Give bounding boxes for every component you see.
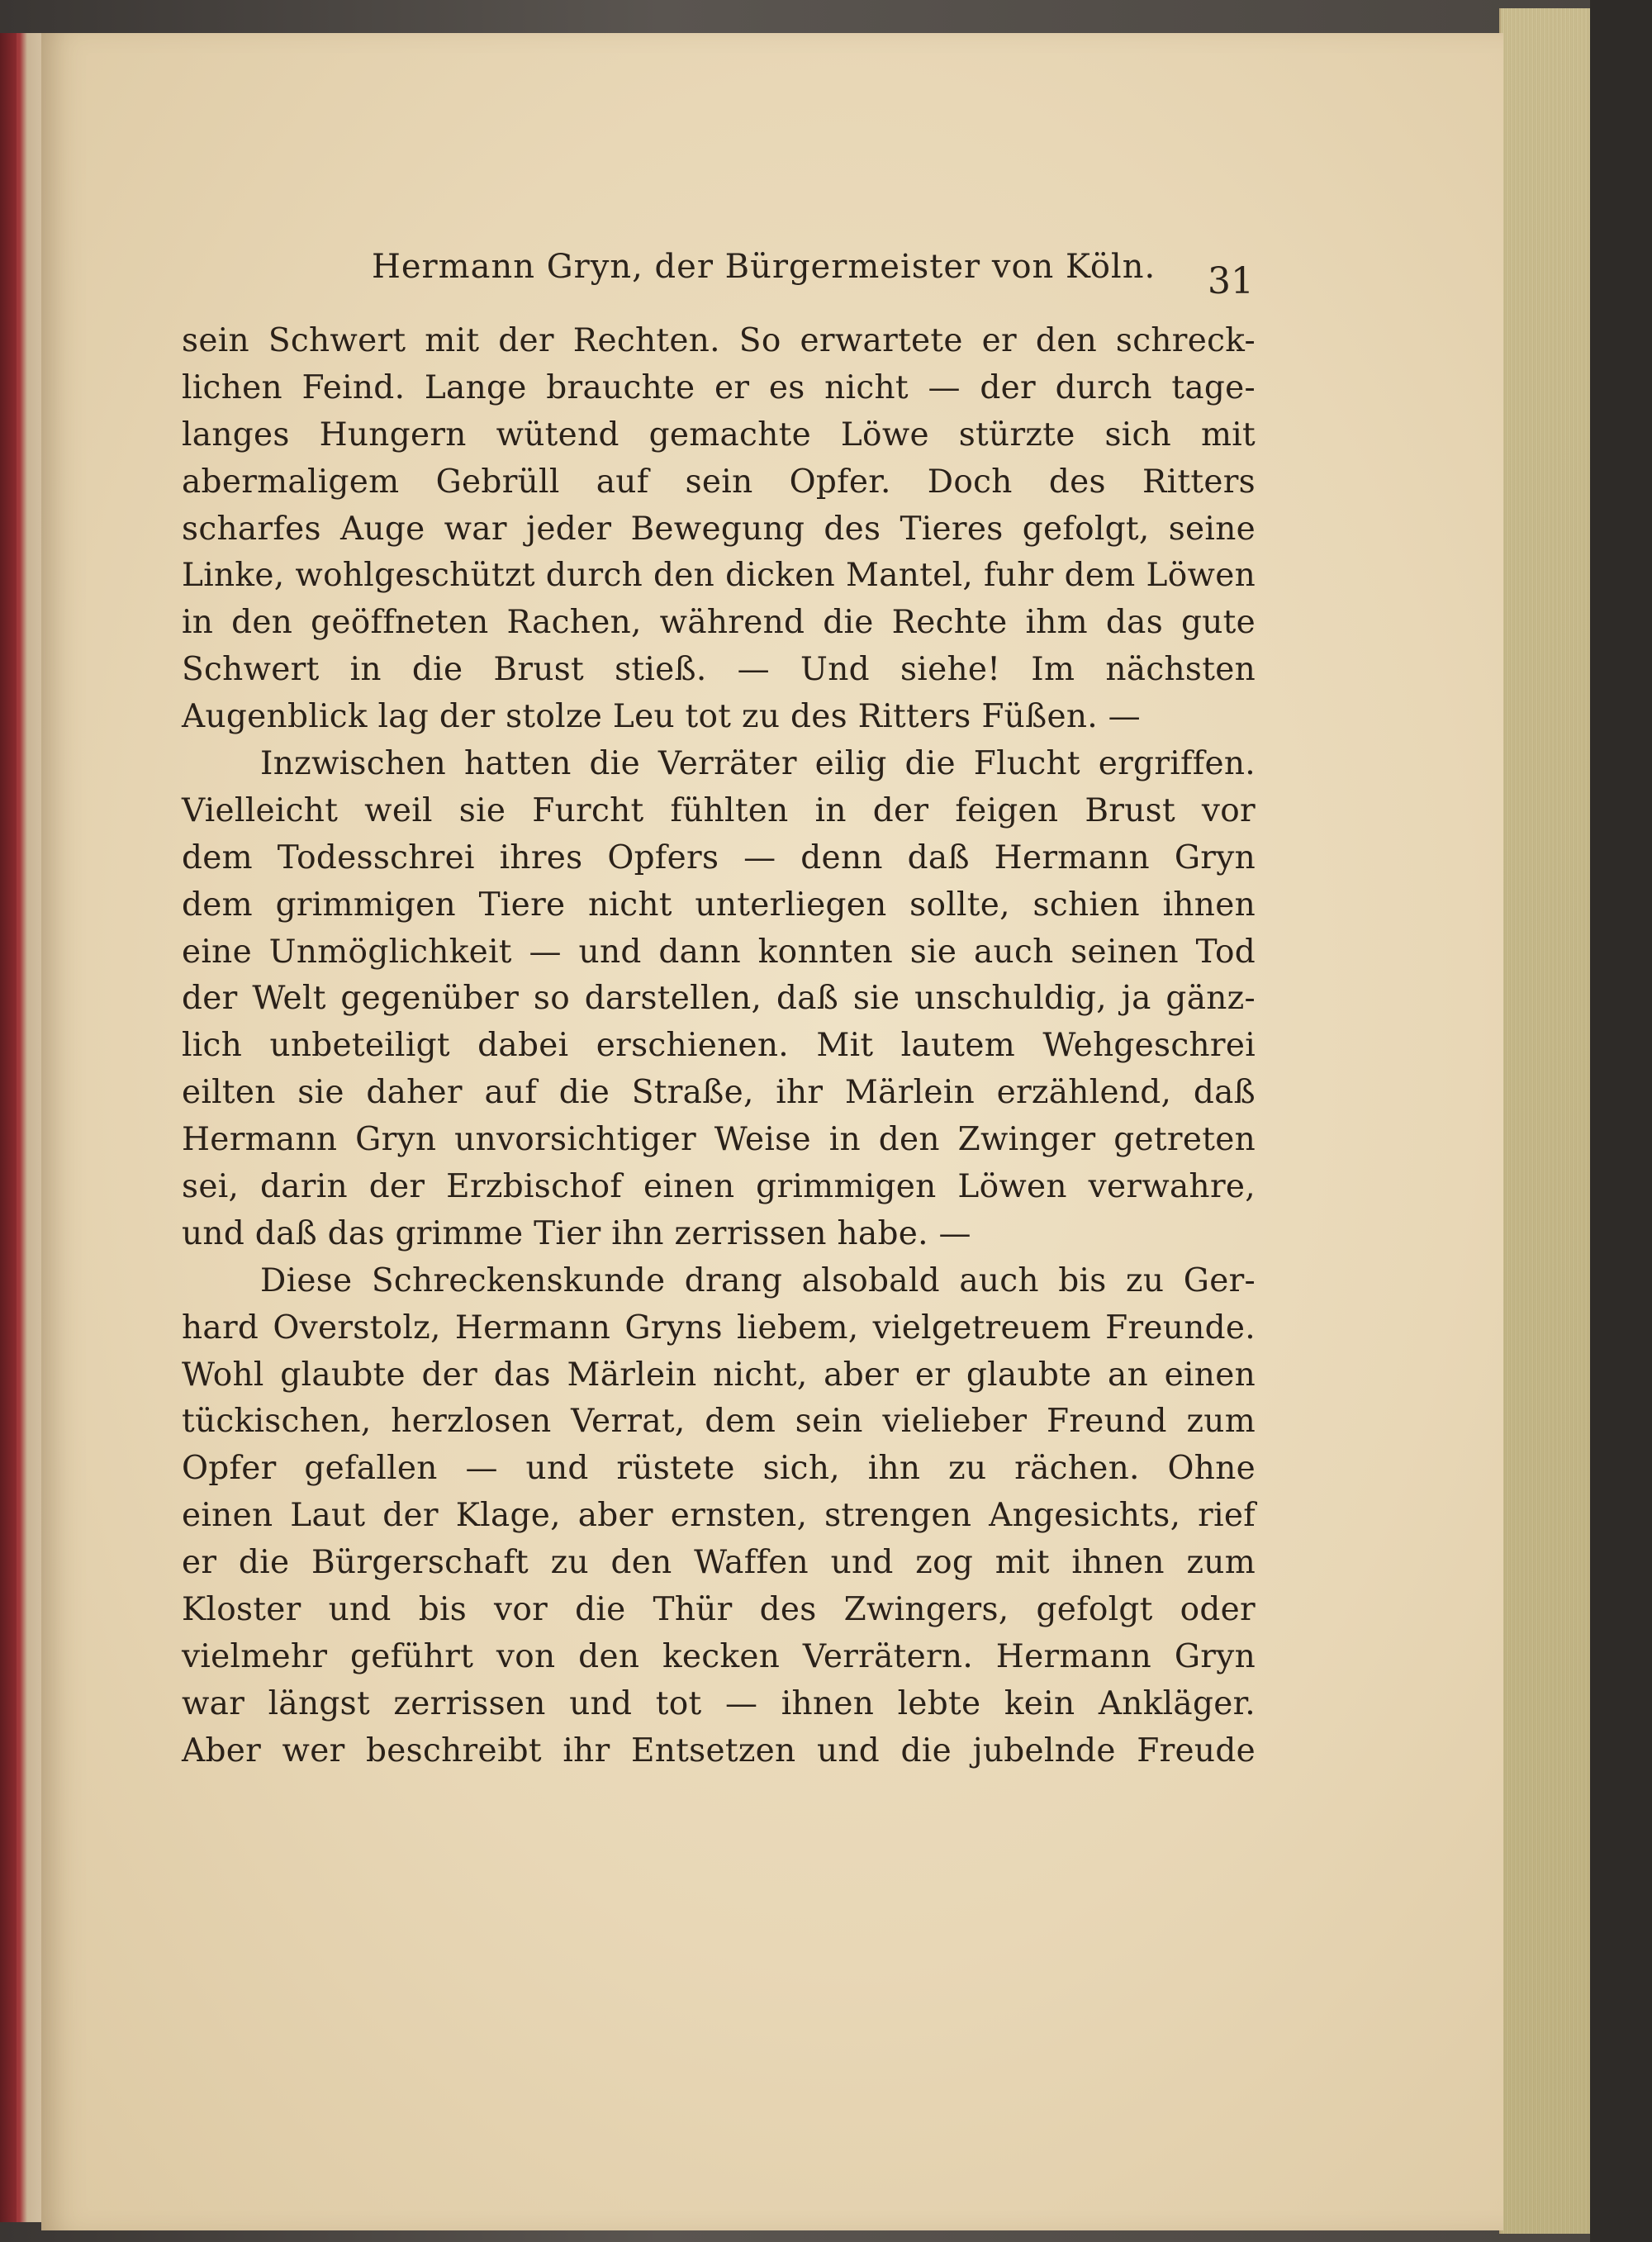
text-line: scharfes Auge war jeder Bewegung des Tieres gefolgt, seine (182, 510, 1256, 548)
running-header: Hermann Gryn, der Bürgermeister von Köln. (372, 248, 1156, 286)
text-line: Augenblick lag der stolze Leu tot zu des Ritters Füßen. — (182, 698, 1141, 736)
text-line: der Welt gegenüber so darstellen, daß sie unschuldig, ja gänz- (182, 980, 1256, 1018)
text-line: lichen Feind. Lange brauchte er es nicht — der durch tage- (182, 368, 1256, 406)
text-line: Hermann Gryn unvorsichtiger Weise in den Zwinger getreten (182, 1121, 1256, 1159)
text-line: lich unbeteiligt dabei erschienen. Mit lautem Wehgeschrei (182, 1027, 1256, 1065)
text-line: abermaligem Gebrüll auf sein Opfer. Doch des Ritters (182, 463, 1256, 501)
text-line: in den geöffneten Rachen, während die Rechte ihm das gute (182, 604, 1256, 642)
text-line: Inzwischen hatten die Verräter eilig die Flucht ergriffen. (260, 745, 1256, 783)
text-line: Schwert in die Brust stieß. — Und siehe! Im nächsten (182, 651, 1256, 689)
text-line: einen Laut der Klage, aber ernsten, strengen Angesichts, rief (182, 1497, 1256, 1535)
text-line: vielmehr geführt von den kecken Verrätern. Hermann Gryn (182, 1637, 1256, 1675)
body-text (182, 318, 1256, 1775)
text-line: eilten sie daher auf die Straße, ihr Märlein erzählend, daß (182, 1074, 1256, 1112)
text-line: Kloster und bis vor die Thür des Zwingers, gefolgt oder (182, 1591, 1256, 1629)
page-number: 31 (1208, 260, 1254, 302)
book-cover-edge (1590, 0, 1652, 2242)
text-line: langes Hungern wütend gemachte Löwe stürzte sich mit (182, 416, 1256, 454)
text-line: dem Todesschrei ihres Opfers — denn daß Hermann Gryn (182, 838, 1256, 876)
text-line: dem grimmigen Tiere nicht unterliegen sollte, schien ihnen (182, 886, 1256, 924)
text-line: Aber wer beschreibt ihr Entsetzen und die jubelnde Freude (182, 1731, 1256, 1769)
text-line: sei, darin der Erzbischof einen grimmigen Löwen verwahre, (182, 1168, 1256, 1206)
text-line: tückischen, herzlosen Verrat, dem sein vielieber Freund zum (182, 1403, 1256, 1441)
text-line: hard Overstolz, Hermann Gryns liebem, vielgetreuem Freunde. (182, 1309, 1256, 1347)
text-line: sein Schwert mit der Rechten. So erwartete er den schreck- (182, 322, 1256, 359)
text-line: eine Unmöglichkeit — und dann konnten sie auch seinen Tod (182, 933, 1256, 971)
text-line: und daß das grimme Tier ihn zerrissen habe. — (182, 1214, 971, 1252)
text-line: Diese Schreckenskunde drang alsobald auch bis zu Ger- (260, 1261, 1256, 1299)
text-line: er die Bürgerschaft zu den Waffen und zog mit ihnen zum (182, 1544, 1256, 1582)
text-line: Linke, wohlgeschützt durch den dicken Mantel, fuhr dem Löwen (182, 557, 1256, 595)
text-line: Wohl glaubte der das Märlein nicht, aber er glaubte an einen (182, 1356, 1256, 1394)
text-line: Vielleicht weil sie Furcht fühlten in der feigen Brust vor (182, 791, 1256, 829)
text-line: Opfer gefallen — und rüstete sich, ihn zu rächen. Ohne (182, 1450, 1256, 1488)
page-stack-edge (1499, 8, 1592, 2234)
text-line: war längst zerrissen und tot — ihnen lebte kein Ankläger. (182, 1684, 1256, 1722)
